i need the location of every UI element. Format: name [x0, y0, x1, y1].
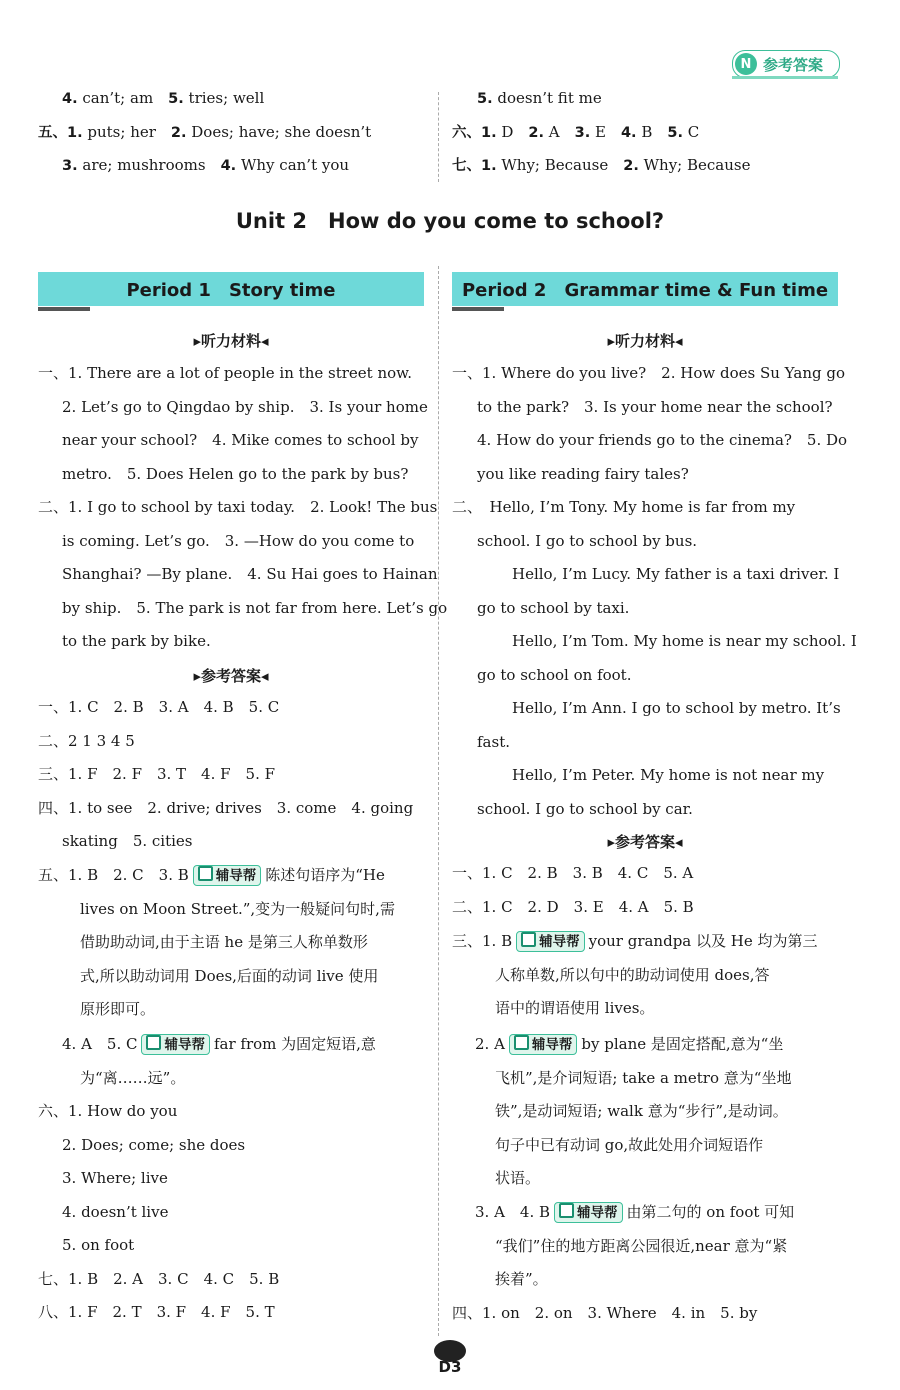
tutor-tag: 辅导帮	[516, 931, 585, 952]
logo-icon: N	[735, 53, 757, 75]
right-listening-line: Hello, I’m Peter. My home is not near my	[512, 766, 825, 784]
left-listening-line: 一、1. There are a lot of people in the street now.	[38, 364, 412, 382]
answer-segment: 2.	[528, 124, 545, 141]
left-answer-line: skating 5. cities	[62, 832, 193, 850]
note-text: your grandpa 以及 He 均为第三	[588, 932, 818, 950]
answer-segment: E	[590, 122, 621, 141]
answer-prefix: 2. A	[475, 1035, 505, 1053]
left-note-line: lives on Moon Street.”,变为一般疑问句时,需	[80, 899, 395, 918]
answer-segment: 六、1.	[452, 124, 497, 141]
left-answer-line: 三、1. F 2. F 3. T 4. F 5. F	[38, 765, 276, 783]
tutor-tag: 辅导帮	[141, 1034, 210, 1055]
right-note-line: 飞机”,是介词短语; take a metro 意为“坐地	[495, 1068, 792, 1087]
right-answer-line: 一、1. C 2. B 3. B 4. C 5. A	[452, 864, 694, 882]
answer-segment: 4.	[62, 91, 78, 107]
answer-prefix: 三、1. B	[452, 932, 513, 950]
left-answer-line: 一、1. C 2. B 3. A 4. B 5. C	[38, 698, 280, 716]
banner-period-1: Period 1 Story time	[38, 272, 424, 306]
left-note-line: 式,所以助动词用 Does,后面的动词 live 使用	[80, 966, 379, 985]
top-right-line	[452, 122, 699, 143]
answer-segment: Why; Because	[638, 156, 751, 174]
left-listening-line: Shanghai? —By plane. 4. Su Hai goes to Hainan	[62, 565, 438, 583]
answer-segment: Why; Because	[496, 156, 624, 174]
left-listening-line: 二、1. I go to school by taxi today. 2. Look! The bus	[38, 498, 438, 516]
left-listening-line: metro. 5. Does Helen go to the park by bus?	[62, 464, 409, 483]
note-text: by plane 是固定搭配,意为“坐	[581, 1035, 784, 1053]
column-divider	[438, 266, 439, 1336]
left-note-line	[38, 865, 385, 886]
tutor-tag: 辅导帮	[193, 865, 262, 886]
answer-segment: A	[544, 122, 575, 141]
answer-segment: D	[496, 122, 529, 141]
left-listening-header: ▸听力材料◂	[193, 332, 269, 350]
right-note-line	[475, 1034, 783, 1055]
left-answer-line: 四、1. to see 2. drive; drives 3. come 4. going	[38, 798, 414, 817]
answer-segment: 5.	[477, 91, 493, 107]
right-listening-line: you like reading fairy tales?	[477, 464, 689, 483]
left-listening-line: to the park by bike.	[62, 632, 211, 650]
answer-segment: 3.	[62, 158, 78, 174]
tutor-tag: 辅导帮	[509, 1034, 578, 1055]
left-note-line	[62, 1034, 376, 1055]
badge-label: 参考答案	[763, 55, 824, 74]
right-note-line: 状语。	[495, 1169, 541, 1187]
right-listening-line: fast.	[477, 732, 510, 751]
answer-segment: 4.	[220, 158, 237, 174]
left-listening-line: 2. Let’s go to Qingdao by ship. 3. Is your home	[62, 397, 428, 416]
left-answer-line: 二、2 1 3 4 5	[38, 731, 135, 750]
top-right-line	[477, 88, 602, 109]
right-listening-line: go to school by taxi.	[477, 598, 630, 617]
answer-segment: 2.	[170, 124, 187, 141]
left-answer-line: 3. Where; live	[62, 1169, 168, 1187]
tutor-tag: 辅导帮	[554, 1202, 623, 1223]
answer-segment: 五、1.	[38, 124, 83, 141]
right-listening-line: Hello, I’m Lucy. My father is a taxi driver. I	[512, 565, 840, 583]
left-listening-line: is coming. Let’s go. 3. —How do you come to	[62, 531, 415, 550]
right-note-line: 铁”,是动词短语; walk 意为“步行”,是动词。	[495, 1102, 788, 1120]
left-listening-line: by ship. 5. The park is not far from here. Let’s go	[62, 598, 448, 617]
left-answer-line: 八、1. F 2. T 3. F 4. F 5. T	[38, 1303, 275, 1321]
answer-prefix: 五、1. B 2. C 3. B	[38, 866, 189, 884]
answer-segment: can’t; am	[77, 89, 169, 107]
right-note-line: 句子中已有动词 go,故此处用介词短语作	[495, 1135, 764, 1154]
right-listening-line: school. I go to school by bus.	[477, 531, 698, 550]
right-listening-line: Hello, I’m Ann. I go to school by metro. It’s	[512, 699, 841, 717]
unit-title: Unit 2 How do you come to school?	[235, 209, 665, 233]
left-note-line: 原形即可。	[80, 1000, 156, 1018]
page-number: D3	[420, 1340, 480, 1376]
right-note-line: 挨着”。	[495, 1270, 548, 1288]
answer-prefix: 4. A 5. C	[62, 1035, 138, 1053]
top-left-line	[62, 88, 264, 109]
answer-prefix: 3. A 4. B	[475, 1203, 551, 1221]
left-answers-header: ▸参考答案◂	[193, 667, 269, 685]
answer-badge	[732, 50, 840, 78]
right-note-line: 语中的谓语使用 lives。	[495, 999, 655, 1017]
answer-segment: 3.	[574, 124, 591, 141]
left-note-line: 借助助动词,由于主语 he 是第三人称单数形	[80, 933, 368, 951]
left-answer-line: 六、1. How do you	[38, 1102, 178, 1120]
banner-period-2: Period 2 Grammar time & Fun time	[452, 272, 838, 306]
right-listening-header: ▸听力材料◂	[607, 332, 683, 350]
answer-segment: Does; have; she doesn’t	[186, 122, 372, 141]
top-left-line	[38, 122, 371, 143]
right-note-line	[475, 1202, 794, 1223]
answer-segment: B	[636, 122, 668, 141]
top-divider	[438, 92, 439, 182]
answer-segment: C	[682, 122, 700, 141]
left-answer-line: 七、1. B 2. A 3. C 4. C 5. B	[38, 1269, 280, 1288]
top-right-line	[452, 155, 750, 176]
top-left-line	[62, 155, 349, 176]
left-note-line: 为“离……远”。	[80, 1069, 186, 1087]
answer-segment: tries; well	[183, 89, 265, 107]
right-listening-line: 一、1. Where do you live? 2. How does Su Yang go	[452, 364, 845, 382]
right-listening-line: 二、 Hello, I’m Tony. My home is far from my	[452, 498, 796, 516]
answer-segment: 5.	[667, 124, 683, 141]
right-listening-line: Hello, I’m Tom. My home is near my school. I	[512, 632, 857, 650]
right-listening-line: 4. How do your friends go to the cinema? 5. Do	[477, 431, 848, 449]
left-answer-line: 2. Does; come; she does	[62, 1135, 246, 1154]
badge-underline	[732, 76, 838, 79]
answer-segment: are; mushrooms	[77, 156, 221, 174]
left-listening-line: near your school? 4. Mike comes to school by	[62, 431, 419, 449]
right-note-line: 人称单数,所以句中的助动词使用 does,答	[495, 965, 770, 984]
right-listening-line: school. I go to school by car.	[477, 799, 693, 818]
answer-segment: 2.	[623, 158, 639, 174]
answer-segment: 七、1.	[452, 158, 497, 174]
answer-segment: 5.	[168, 91, 184, 107]
answer-segment: puts; her	[82, 122, 171, 141]
answer-segment: 4.	[620, 124, 637, 141]
right-listening-line: to the park? 3. Is your home near the school?	[477, 397, 833, 416]
note-text: 陈述句语序为“He	[265, 866, 385, 884]
right-answers-header: ▸参考答案◂	[607, 833, 683, 851]
note-text: 由第二句的 on foot 可知	[626, 1203, 795, 1221]
left-answer-line: 4. doesn’t live	[62, 1202, 169, 1221]
right-answer-line: 四、1. on 2. on 3. Where 4. in 5. by	[452, 1304, 758, 1322]
right-listening-line: go to school on foot.	[477, 665, 632, 684]
note-text: far from 为固定短语,意	[213, 1035, 376, 1053]
left-answer-line: 5. on foot	[62, 1236, 135, 1254]
right-answer-line: 二、1. C 2. D 3. E 4. A 5. B	[452, 897, 694, 916]
right-note-line: “我们”住的地方距离公园很近,near 意为“紧	[495, 1236, 788, 1255]
answer-segment: Why can’t you	[236, 156, 350, 174]
answer-segment: doesn’t fit me	[492, 89, 602, 107]
right-note-line	[452, 931, 818, 952]
